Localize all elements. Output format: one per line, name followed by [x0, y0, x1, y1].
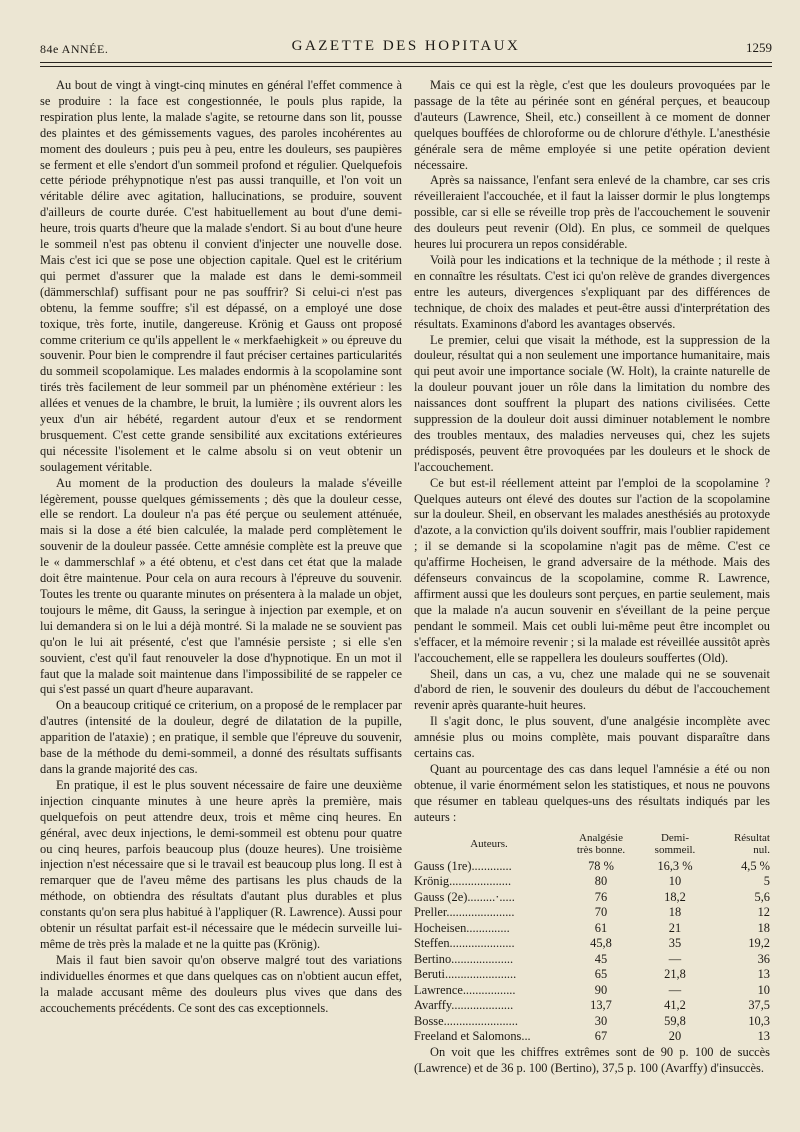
table-row — [414, 905, 770, 921]
null-result-cell: 36 — [757, 951, 770, 966]
journal-title: GAZETTE DES HOPITAUX — [291, 38, 521, 54]
half-sleep-cell: 35 — [668, 936, 682, 951]
analgesia-cell: 45,8 — [590, 936, 612, 951]
author-cell: Lawrence................. — [414, 982, 516, 997]
half-sleep-cell: — — [668, 951, 682, 966]
analgesia-cell: 80 — [594, 874, 608, 889]
null-result-cell: 13 — [757, 967, 770, 982]
paragraph: Mais il faut bien savoir qu'on observe malgré tout des variations individuelles énormes et que dans quelques cas on n'obtient aucun effet, la malade accusant même des douleurs plus vives que dans des accouchements précédents. Ce sont des cas exceptionnels. — [40, 952, 402, 1015]
edition-label: 84e ANNÉE. — [40, 42, 109, 56]
table-row — [414, 952, 770, 968]
author-cell: Hocheisen.............. — [414, 920, 510, 935]
right-column — [414, 78, 770, 1076]
table-header — [414, 832, 770, 856]
closing-paragraph: On voit que les chiffres extrêmes sont de 90 p. 100 de succès (Lawrence) et de 36 p. 100 (Bertino), 37,5 p. 100 (Avarffy) d'insuccès. — [414, 1044, 770, 1075]
author-cell: Freeland et Salomons... — [414, 1029, 531, 1044]
author-cell: Beruti....................... — [414, 967, 517, 982]
table-row — [414, 936, 770, 952]
analgesia-cell: 65 — [594, 967, 608, 982]
table-row — [414, 1029, 770, 1045]
table-row — [414, 983, 770, 999]
null-result-cell: 19,2 — [748, 936, 770, 951]
paragraph: Ce but est-il réellement atteint par l'emploi de la scopolamine ? Quelques auteurs ont élevé des doutes sur l'action de la scopolamine sur la douleur. Sheil, en observant les malades anesthésiés au protoxyde d'azote, a la conviction qu'ils doivent souffrir, mais l'oublier rapidement ; il se demande si la scopolamine n'agit pas de même. C'est ce qu'affirme Hocheisen, le grand adversaire de la méthode. Mais des défenseurs convaincus de la scopolamine, comme R. Lawrence, affirment aussi que les douleurs sont perçues, en partie seulement, mais que la malade n'a aucun souvenir en s'éveillant de la peine perçue pendant le sommeil. Mais cet oubli lui-même peut être incomplet ou s'effacer, et la mémoire revenir ; si la malade est réveillée aussitôt après l'accouchement, elle se rappellera les douleurs souffertes (Old). — [414, 475, 770, 665]
paragraph: Sheil, dans un cas, a vu, chez une malade qui ne se souvenait d'abord de rien, le souvenir des douleurs du début de l'accouchement revenir après quarante-huit heures. — [414, 666, 770, 713]
half-sleep-cell: 10 — [668, 874, 682, 889]
paragraph: Il s'agit donc, le plus souvent, d'une analgésie incomplète avec amnésie plus ou moins complète, mais pouvant disparaître dans certains cas. — [414, 714, 770, 761]
paragraph: Quant au pourcentage des cas dans lequel l'amnésie a été ou non obtenue, il varie énormément selon les statistiques, et nous ne pouvons que résumer en tableau quelques-uns des résultats indiqués par les auteurs : — [414, 761, 770, 824]
null-result-cell: 37,5 — [748, 998, 770, 1013]
results-table — [414, 832, 770, 1045]
half-sleep-cell: 41,2 — [664, 998, 686, 1013]
column-header-null-result: Résultat nul. — [733, 831, 770, 856]
page-number: 1259 — [746, 40, 772, 55]
table-row — [414, 874, 770, 890]
null-result-cell: 5 — [763, 874, 770, 889]
table-row — [414, 859, 770, 875]
column-header-analgesia: Analgésie très bonne. — [576, 831, 626, 856]
analgesia-cell: 70 — [594, 905, 608, 920]
half-sleep-cell: 21,8 — [664, 967, 686, 982]
author-cell: Avarffy.................... — [414, 998, 514, 1013]
column-header-authors: Auteurs. — [470, 837, 508, 850]
table-row — [414, 890, 770, 906]
half-sleep-cell: 20 — [668, 1029, 682, 1044]
column-header-half-sleep: Demi- sommeil. — [654, 831, 696, 856]
author-cell: Gauss (1re)............. — [414, 858, 512, 873]
null-result-cell: 5,6 — [754, 889, 770, 904]
analgesia-cell: 61 — [594, 920, 608, 935]
half-sleep-cell: — — [668, 982, 682, 997]
author-cell: Preller...................... — [414, 905, 515, 920]
half-sleep-cell: 18,2 — [664, 889, 686, 904]
analgesia-cell: 13,7 — [590, 998, 612, 1013]
half-sleep-cell: 18 — [668, 905, 682, 920]
analgesia-cell: 78 % — [588, 858, 614, 873]
author-cell: Krönig.................... — [414, 874, 512, 889]
null-result-cell: 4,5 % — [741, 858, 770, 873]
author-cell: Bosse........................ — [414, 1013, 518, 1028]
author-cell: Bertino.................... — [414, 951, 514, 966]
table-row — [414, 921, 770, 937]
header-rule — [40, 62, 772, 63]
paragraph: Mais ce qui est la règle, c'est que les douleurs provoquées par le passage de la tête au périnée sont en général perçues, et beaucoup d'auteurs (Lawrence, Sheil, etc.) conseillent à ce moment de donner quelques bouffées de chloroforme ou de chlorure d'éthyle. L'anesthésie générale sera de même employée si une petite opération devient nécessaire. — [414, 78, 770, 172]
null-result-cell: 18 — [757, 920, 770, 935]
paragraph: Après sa naissance, l'enfant sera enlevé de la chambre, car ses cris réveilleraient l'accouchée, et il faut la laisser dormir le plus longtemps possible, car si elle se réveille trop près de l'accouchement le souvenir des douleurs peut revenir (Old). En plus, ce sommeil de quelques heures lui procurera un repos considérable. — [414, 173, 770, 252]
paragraph: En pratique, il est le plus souvent nécessaire de faire une deuxième injection cinquante minutes à une heure après la première, mais quelquefois on peut attendre deux, trois et même cinq heures. En général, avec deux injections, le demi-sommeil est obtenu pour quatre ou cinq heures, parfois beaucoup plus (douze heures). Une troisième injection n'est nécessaire que si le travail est beaucoup plus long. Il est à remarquer que de l'aveu même des partisans les plus chauds de la méthode, on obtiendra des résultats d'autant plus durables et plus constants qu'on sera plus habitué à l'appliquer (R. Lawrence). Aussi pour obtenir un résultat parfait est-il nécessaire que le médecin surveille lui-même de très près la malade et ne la quitte pas (Krönig). — [40, 777, 402, 951]
paragraph: Au bout de vingt à vingt-cinq minutes en général l'effet commence à se produire : la face est congestionnée, le pouls plus rapide, la respiration plus lente, la malade s'agite, se retourne dans son lit, pousse des plaintes et des gémissements vagues, des paroles incohérentes au moment des douleurs ; puis peu à peu, entre les douleurs, ses paupières se ferment et elle s'endort d'un sommeil profond et régulier. Quelquefois cette période préhypnotique n'est pas aussi tranquille, et l'on voit un véritable délire avec agitation, hallucinations, se produire, souvent d'ailleurs de courte durée. C'est habituellement au bout d'une demi-heure, trois quarts d'heure que la malade s'endort. Si au bout d'une heure le sommeil n'est pas obtenu il convient d'injecter une nouvelle dose. Mais c'est ici que se pose une objection capitale. Quel est le critérium qui permet d'assurer que la malade est dans le demi-sommeil (dämmerschlaf) suffisant pour ne pas souffrir? Si celui-ci n'est pas obtenu, la femme souffre; s'il est dépassé, on a employé une dose toxique, très forte, inutile, dangereuse. Krönig et Gauss ont proposé comme criterium ce qu'ils appellent le « merkfaehigkeit » ou épreuve du souvenir. Pour bien le comprendre il faut préciser certaines particularités du sommeil scopolamique. Les malades endormis à la scopolamine sont tirés très facilement de leur sommeil par un phénomène extérieur : les allées et venues de la chambre, le bruit, la lumière ; ils ouvrent alors les yeux d'un air hébété, regardent autour d'eux et se rendorment brusquement. C'est cette grande sensibilité aux excitations extérieures qui nécessite l'isolement et le calme absolu si on veut obtenir un soulagement véritable. — [40, 78, 402, 474]
analgesia-cell: 90 — [594, 982, 608, 997]
analgesia-cell: 76 — [594, 889, 608, 904]
table-row — [414, 967, 770, 983]
paragraph: Voilà pour les indications et la technique de la méthode ; il reste à en connaître les résultats. C'est ici qu'on relève de grandes divergences entre les auteurs, divergences s'expliquant par des différences de technique, de choix des malades et peut-être aussi d'interprétation des résultats. Examinons d'abord les avantages observés. — [414, 252, 770, 331]
null-result-cell: 12 — [757, 905, 770, 920]
null-result-cell: 10,3 — [748, 1013, 770, 1028]
header-rule-thin — [40, 66, 772, 67]
table-row — [414, 1014, 770, 1030]
paragraph: Au moment de la production des douleurs la malade s'éveille légèrement, pousse quelques gémissements ; dès que la douleur cesse, elle se rendort. La douleur n'a pas été perçue ou seulement atténuée, mais si la dose a été bien calculée, la malade perd complètement le souvenir de la douleur passée. Cette amnésie complète est la preuve que le « dammerschlaf » a été obtenu, et c'est dans cet état que la malade doit être maintenue. Pour cela on aura recours à l'épreuve du souvenir. Toutes les trente ou quarante minutes on présentera à la malade un objet, toujours le même, dit Gauss, la seringue à injection par exemple, et on lui demandera si on le lui a déjà montré. Si la malade ne se souvient pas qu'on le lui ait présenté, c'est que l'amnésie persiste ; si elle s'en souvient, c'est qu'il faut renouveler la dose d'hypnotique. En un mot il faut que la malade soit maintenue dans l'impossibilité de se rappeler ce qui s'est passé un quart d'heure auparavant. — [40, 475, 402, 697]
author-cell: Gauss (2e).........·..... — [414, 889, 515, 904]
author-cell: Steffen..................... — [414, 936, 515, 951]
null-result-cell: 13 — [757, 1029, 770, 1044]
page-header — [40, 28, 772, 58]
table-body — [414, 859, 770, 1045]
left-column — [40, 78, 402, 1016]
half-sleep-cell: 21 — [668, 920, 682, 935]
null-result-cell: 10 — [757, 982, 770, 997]
analgesia-cell: 30 — [594, 1013, 608, 1028]
analgesia-cell: 67 — [594, 1029, 608, 1044]
half-sleep-cell: 59,8 — [664, 1013, 686, 1028]
paragraph: Le premier, celui que visait la méthode, est la suppression de la douleur, résultat qui a non seulement une importance humanitaire, mais qui peut avoir une importance sociale (W. Holt), la crainte naturelle de la douleur pouvant jouer un rôle dans la limitation du nombre des naissances dont souffrent la plupart des nations civilisées. Cette suppression de la douleur doit aussi diminuer notablement le nombre des troubles mentaux, des maladies nerveuses qui, chez les sujets prédisposés, peuvent être provoquées par les douleurs et le shock de l'accouchement. — [414, 332, 770, 474]
half-sleep-cell: 16,3 % — [657, 858, 693, 873]
paragraph: On a beaucoup critiqué ce criterium, on a proposé de le remplacer par d'autres (intensité de la douleur, degré de dilatation de la pupille, apparition de l'ataxie) ; en pratique, il semble que l'épreuve du souvenir, base de la méthode du demi-sommeil, a donné des résultats suffisants dans la grande majorité des cas. — [40, 698, 402, 776]
analgesia-cell: 45 — [594, 951, 608, 966]
table-row — [414, 998, 770, 1014]
